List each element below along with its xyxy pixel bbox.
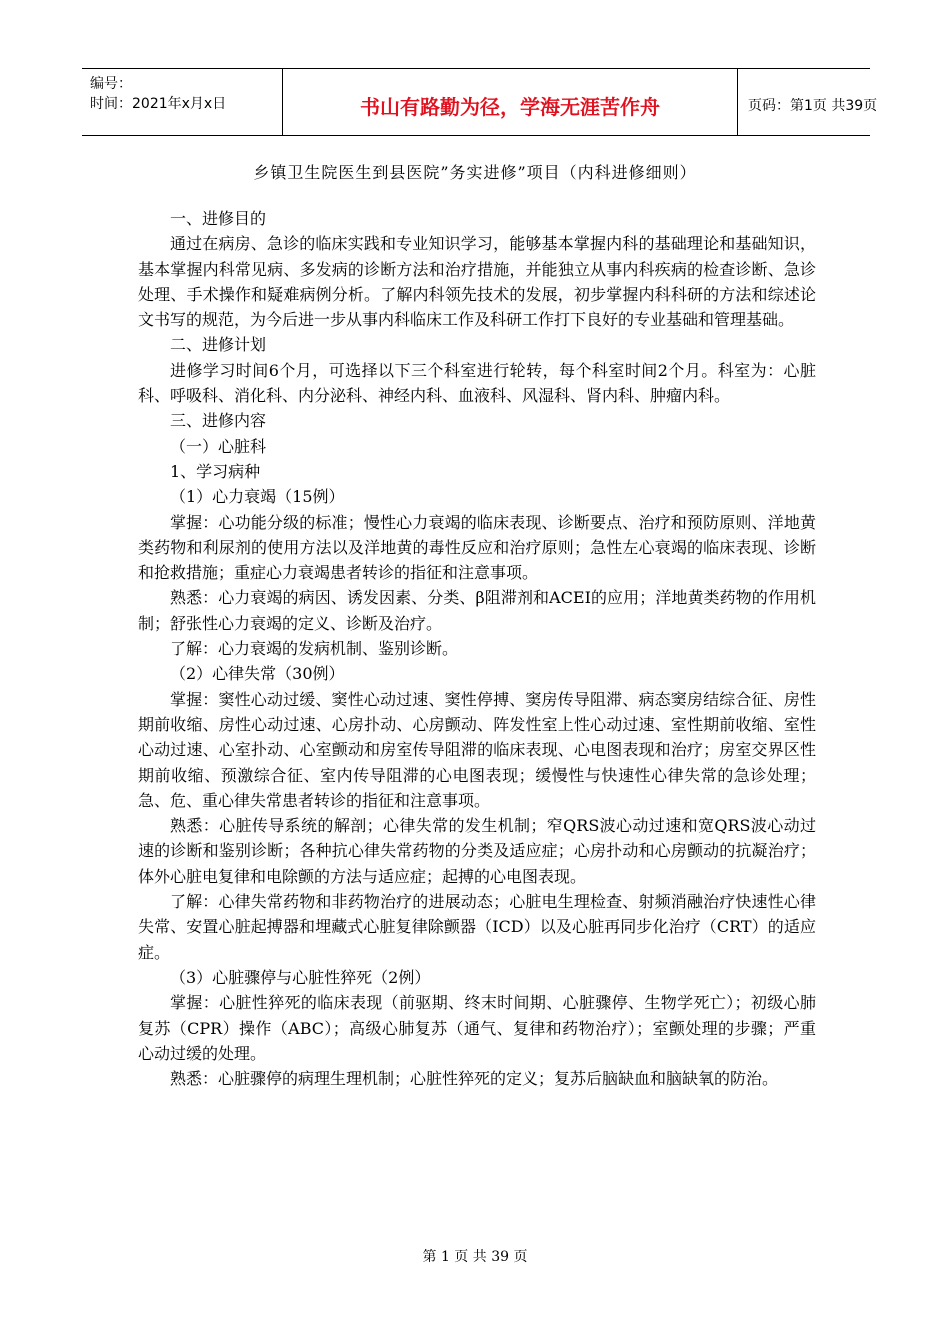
- section-heading: 一、进修目的: [170, 209, 267, 228]
- body-paragraph: 熟悉：心脏骤停的病理生理机制；心脏性猝死的定义；复苏后脑缺血和脑缺氧的防治。: [170, 1069, 779, 1089]
- body-paragraph: 熟悉：心脏传导系统的解剖；心律失常的发生机制；窄QRS波心动过速和宽QRS波心动过速的诊断和鉴别诊断；各种抗心律失常药物的分类及适应症；心房扑动和心房颤动的抗凝治疗；体外心脏电复律和电除颤的方法与适应症；起搏的心电图表现。: [138, 816, 816, 886]
- section-heading: （一）心脏科: [170, 436, 267, 456]
- header-motto-cell: [282, 69, 738, 135]
- body-paragraph: 了解：心力衰竭的发病机制、鉴别诊断。: [170, 639, 459, 659]
- body-paragraph: 掌握：窦性心动过缓、窦性心动过速、窦性停搏、窦房传导阻滞、病态窦房结综合征、房性期前收缩、房性心动过速、心房扑动、心房颤动、阵发性室上性心动过速、室性期前收缩、室性心动过速、心室扑动、心室颤动和房室传导阻滞的临床表现、心电图表现和治疗；房室交界区性期前收缩、预激综合征、室内传导阻滞的心电图表现；缓慢性与快速性心律失常的急诊处理；急、危、重心律失常患者转诊的指征和注意事项。: [138, 689, 816, 810]
- body-paragraph: 通过在病房、急诊的临床实践和专业知识学习，能够基本掌握内科的基础理论和基础知识，基本掌握内科常见病、多发病的诊断方法和治疗措施，并能独立从事内科疾病的检查诊断、急诊处理、手术操作和疑难病例分析。了解内科领先技术的发展，初步掌握内科科研的方法和综述论文书写的规范，为今后进一步从事内科临床工作及科研工作打下良好的专业基础和管理基础。: [138, 234, 816, 330]
- header-page-cell: [738, 69, 878, 135]
- section-heading: （3）心脏骤停与心脏性猝死（2例）: [170, 967, 431, 987]
- document-number-label: 编号：: [90, 76, 132, 92]
- document-title: 乡镇卫生院医生到县医院”务实进修”项目（内科进修细则）: [253, 163, 697, 182]
- header-motto: 书山有路勤为径，学海无涯苦作舟: [360, 95, 660, 119]
- section-heading: （1）心力衰竭（15例）: [170, 487, 345, 507]
- section-heading: 二、进修计划: [170, 335, 267, 355]
- document-body: [138, 206, 816, 1091]
- section-heading: 三、进修内容: [170, 411, 267, 431]
- body-paragraph: 掌握：心脏性猝死的临床表现（前驱期、终末时间期、心脏骤停、生物学死亡）；初级心肺复苏（CPR）操作（ABC）；高级心肺复苏（通气、复律和药物治疗）；室颤处理的步骤；严重心动过缓的处理。: [138, 993, 816, 1063]
- header-page-number: 页码：第1页 共39页: [748, 98, 878, 114]
- body-paragraph: 熟悉：心力衰竭的病因、诱发因素、分类、β阻滞剂和ACEI的应用；洋地黄类药物的作用机制；舒张性心力衰竭的定义、诊断及治疗。: [138, 588, 816, 633]
- body-paragraph: 了解：心律失常药物和非药物治疗的进展动态；心脏电生理检查、射频消融治疗快速性心律失常、安置心脏起搏器和埋藏式心脏复律除颤器（ICD）以及心脏再同步化治疗（CRT）的适应症。: [138, 892, 816, 962]
- section-heading: 1、学习病种: [170, 461, 261, 481]
- body-paragraph: 掌握：心功能分级的标准；慢性心力衰竭的临床表现、诊断要点、治疗和预防原则、洋地黄类药物和利尿剂的使用方法以及洋地黄的毒性反应和治疗原则；急性左心衰竭的临床表现、诊断和抢救措施；重症心力衰竭患者转诊的指征和注意事项。: [138, 512, 816, 583]
- section-heading: （2）心律失常（30例）: [170, 664, 345, 684]
- body-paragraph: 进修学习时间6个月，可选择以下三个科室进行轮转，每个科室时间2个月。科室为：心脏科、呼吸科、消化科、内分泌科、神经内科、血液科、风湿科、肾内科、肿瘤内科。: [138, 360, 816, 406]
- page-header: [82, 68, 878, 136]
- document-date-label: 时间：2021年x月x日: [90, 96, 227, 112]
- page-footer: 第 1 页 共 39 页: [422, 1249, 528, 1265]
- header-info-cell: [82, 69, 282, 135]
